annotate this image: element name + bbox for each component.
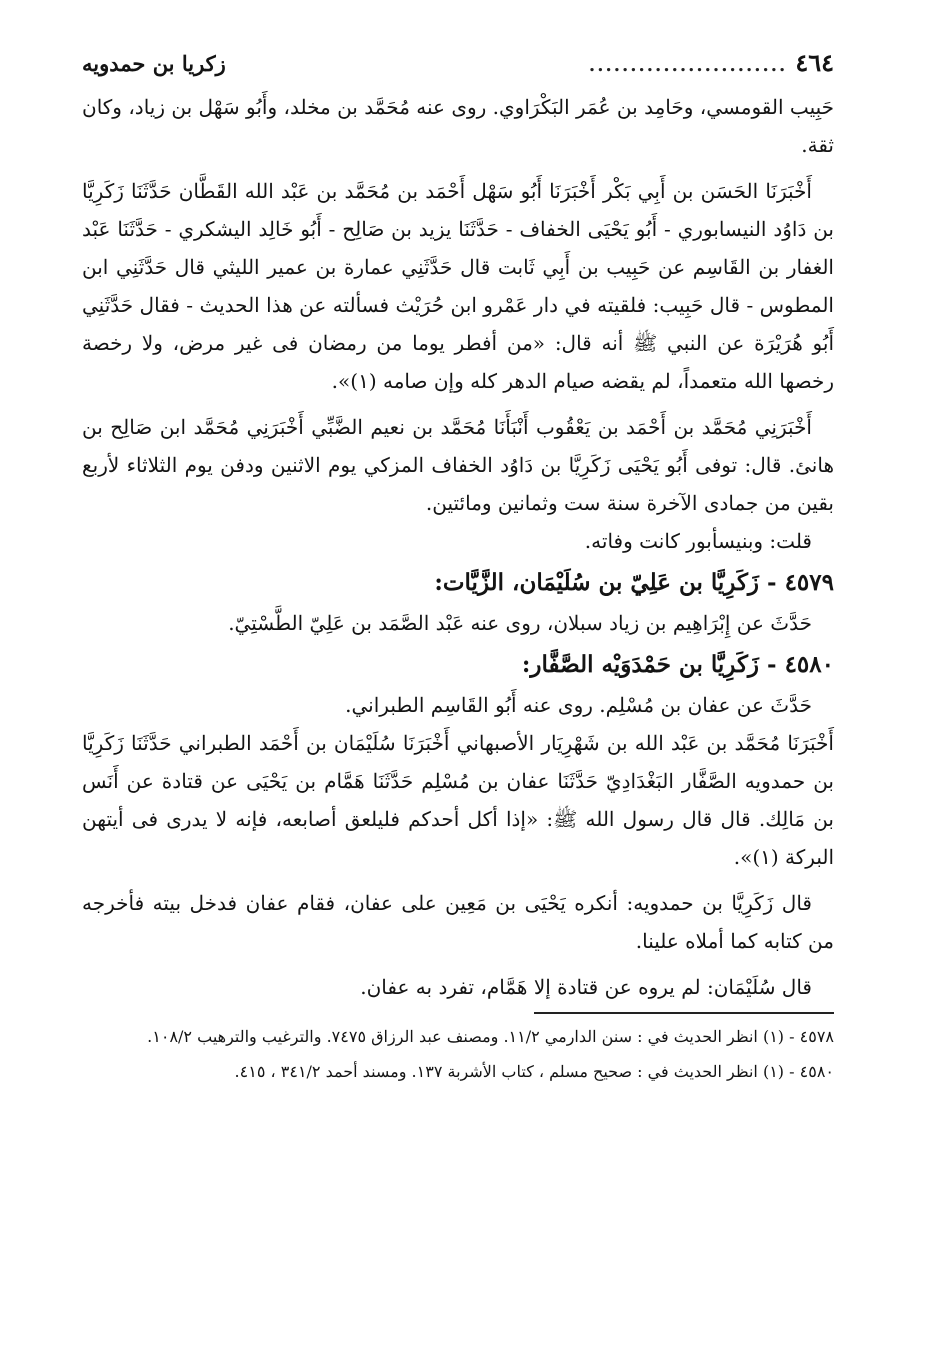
- running-header: [82, 48, 834, 88]
- entry-heading-4579: ٤٥٧٩ - زَكَرِيَّا بن عَلِيّ بن سُلَيْمَان، الزَّيَّات:: [434, 569, 834, 596]
- running-title: زكريا بن حمدويه: [82, 51, 226, 76]
- entry-heading-4580: ٤٥٨٠ - زَكَرِيَّا بن حَمْدَوَيْه الصَّفَّار:: [521, 651, 834, 678]
- paragraph-entry-4580-comment: قال زَكَرِيَّا بن حمدويه: أنكره يَحْيَى بن مَعِين على عفان، فقام عفان فدخل بيته فأخرجه من كتابه كما أملاه علينا.: [82, 891, 834, 953]
- header-leader-dots: ........................: [588, 55, 788, 76]
- paragraph-entry-4580-bio: حَدَّثَ عن عفان بن مُسْلِم. روى عنه أَبُو القَاسِم الطبراني.: [345, 693, 812, 717]
- page-number: ٤٦٤: [795, 48, 834, 77]
- paragraph-entry-4578-hadith: أَخْبَرَنَا الحَسَن بن أَبِي بَكْر أَخْبَرَنَا أَبُو سَهْل أَحْمَد بن مُحَمَّد بن عَبْد الله القَطَّان حَدَّثَنَا زَكَرِيَّا بن دَاوُد النيسابوري - أَبُو يَحْيَى الخفاف - حَدَّثَنَا يزيد بن صَالِح - أَبُو خَالِد اليشكري - حَدَّثَنَا عَبْد الغفار بن القَاسِم عن حَبِيب بن أَبِي ثَابت قال حَدَّثَنِي عمارة بن عمير الليثي قال حَدَّثَنِي ابن المطوس - قال حَبِيب: فلقيته في دار عَمْرو ابن حُرَيْث فسألته عن هذا الحديث - فقال حَدَّثَنِي أَبُو هُرَيْرَة عن النبي ﷺ أنه قال: «من أفطر يوما من رمضان فى غير مرض، ولا رخصة رخصها الله متعمداً، لم يقضه صيام الدهر كله وإن صامه (١)».: [82, 179, 834, 393]
- paragraph-entry-4580-sulayman: قال سُلَيْمَان: لم يروه عن قتادة إلا هَمَّام، تفرد به عفان.: [360, 975, 812, 999]
- paragraph-entry-4578-bio-continued: حَبِيب القومسي، وحَامِد بن عُمَر البَكْرَاوي. روى عنه مُحَمَّد بن مخلد، وأَبُو سَهْل بن زياد، وكان ثقة.: [82, 95, 834, 157]
- paragraph-entry-4579: حَدَّثَ عن إِبْرَاهِيم بن زياد سبلان، روى عنه عَبْد الصَّمَد بن عَلِيّ الطَّسْتِيّ.: [228, 611, 812, 635]
- footnote-4578: ٤٥٧٨ - (١) انظر الحديث في : سنن الدارمي ١١/٢. ومصنف عبد الرزاق ٧٤٧٥. والترغيب والترهيب ١٠٨/٢.: [147, 1027, 834, 1046]
- footnote-4580: ٤٥٨٠ - (١) انظر الحديث في : صحيح مسلم ، كتاب الأشربة ١٣٧. ومسند أحمد ٣٤١/٢ ، ٤١٥.: [234, 1062, 834, 1081]
- paragraph-entry-4578-death: أَخْبَرَنِي مُحَمَّد بن أَحْمَد بن يَعْقُوب أَنْبَأَنَا مُحَمَّد بن نعيم الضَّبِّي أَخْبَرَنِي مُحَمَّد ابن صَالِح بن هانئ. قال: توفى أَبُو يَحْيَى زَكَرِيَّا بن دَاوُد الخفاف المزكي يوم الاثنين ودفن يوم الثلاثاء لأربع بقين من جمادى الآخرة سنة ست وثمانين ومائتين.: [82, 415, 834, 515]
- paragraph-entry-4578-note: قلت: وبنيسأبور كانت وفاته.: [584, 529, 812, 553]
- book-page: [82, 48, 834, 1092]
- paragraph-entry-4580-hadith: أَخْبَرَنَا مُحَمَّد بن عَبْد الله بن شَهْرِيَار الأصبهاني أَخْبَرَنَا سُلَيْمَان بن أَحْمَد الطبراني حَدَّثَنَا زَكَرِيَّا بن حمدويه الصَّفَّار البَغْدَادِيّ حَدَّثَنَا عفان بن مُسْلِم حَدَّثَنَا هَمَّام بن يَحْيَى عن قتادة عن أَنَس بن مَالِك. قال قال رسول الله ﷺ: «إذا أكل أحدكم فليلعق أصابعه، فإنه لا يدرى فى أيتهن البركة (١)».: [82, 731, 834, 869]
- footnote-separator: [534, 1012, 834, 1014]
